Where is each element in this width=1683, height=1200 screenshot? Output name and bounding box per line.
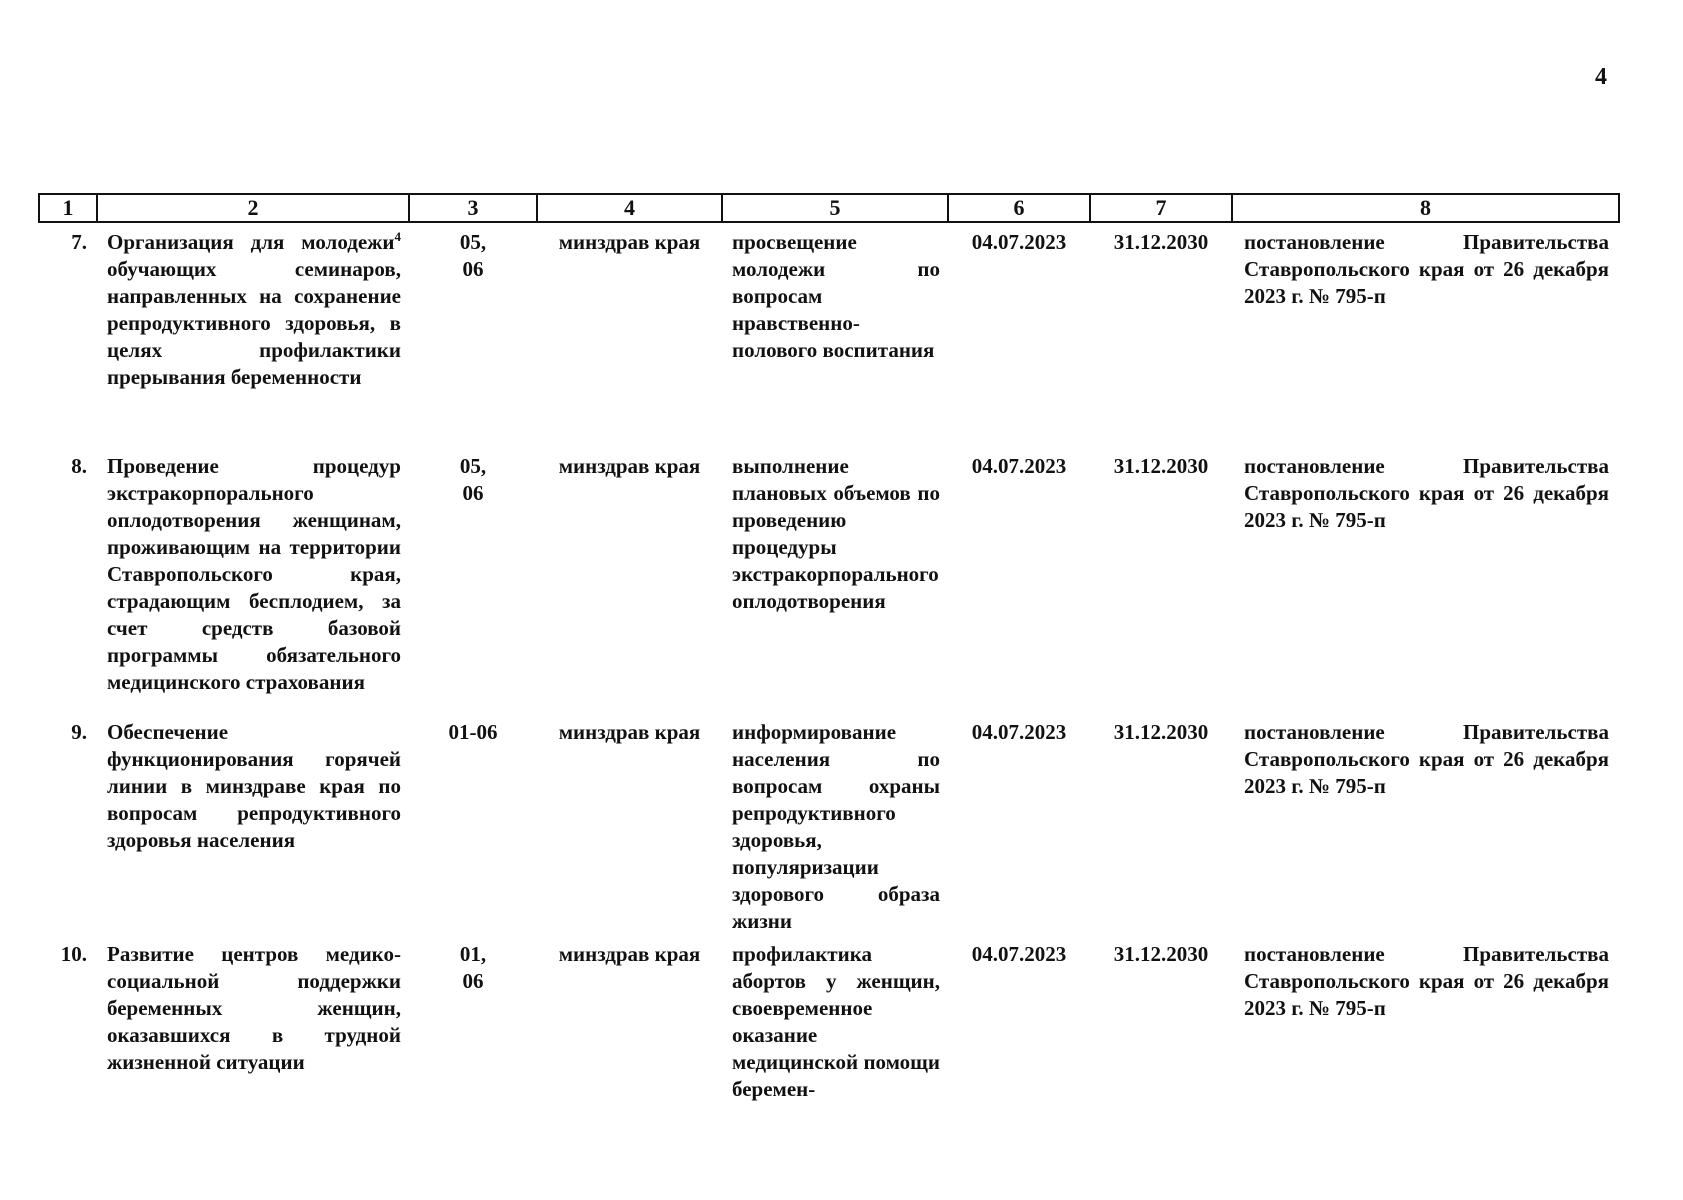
column-header: 2 [97, 194, 409, 222]
start-date: 04.07.2023 [971, 720, 1067, 744]
task-codes: 01-06 [448, 720, 498, 744]
page-number: 4 [1595, 64, 1607, 90]
row-number: 10. [60, 942, 87, 966]
activity-name-continued: обучающих семинаров, направленных на сохранение репродуктивного здоровья, в целях профилактики прерывания беременности [107, 257, 401, 389]
task-codes: 05, 06 [459, 230, 487, 281]
activity-name [97, 222, 409, 447]
column-header: 7 [1090, 194, 1232, 222]
executor: минздрав края [558, 454, 701, 478]
end-date: 31.12.2030 [1113, 720, 1209, 744]
legal-document: постановление Правительства Ставропольского края от 26 декабря 2023 г. № 795-п [1244, 454, 1609, 532]
footnote-marker: 4 [394, 229, 401, 244]
row-number: 9. [71, 720, 87, 744]
end-date: 31.12.2030 [1113, 454, 1209, 478]
table-header-row [39, 194, 1619, 222]
start-date: 04.07.2023 [971, 942, 1067, 966]
activity-name: Развитие центров медико-социальной поддержки беременных женщин, оказавшихся в трудной жизненной ситуации [107, 942, 401, 1074]
table-row [39, 222, 1619, 447]
activity-name: Обеспечение функционирования горячей линии в минздраве края по вопросам репродуктивного здоровья населения [107, 720, 401, 852]
start-date: 04.07.2023 [971, 454, 1067, 478]
table-row [39, 713, 1619, 935]
column-header: 6 [948, 194, 1090, 222]
expected-result: информирование населения по вопросам охраны репродуктивного здоровья, популяризации здорового образа жизни [732, 720, 940, 933]
executor: минздрав края [558, 720, 701, 744]
column-header: 3 [409, 194, 537, 222]
task-codes: 01, 06 [459, 942, 487, 993]
start-date: 04.07.2023 [971, 230, 1067, 254]
column-header: 5 [722, 194, 948, 222]
activity-name-text: Организация для молодежи [107, 230, 395, 254]
end-date: 31.12.2030 [1113, 942, 1209, 966]
column-header: 8 [1232, 194, 1619, 222]
task-codes: 05, 06 [459, 454, 487, 505]
row-number: 7. [71, 230, 87, 254]
expected-result: профилактика абортов у женщин, своевременное оказание медицинской помощи беремен- [732, 942, 940, 1101]
executor: минздрав края [558, 230, 701, 254]
legal-document: постановление Правительства Ставропольского края от 26 декабря 2023 г. № 795-п [1244, 942, 1609, 1020]
row-number: 8. [71, 454, 87, 478]
column-header: 4 [537, 194, 722, 222]
activities-table [38, 193, 1620, 1103]
end-date: 31.12.2030 [1113, 230, 1209, 254]
legal-document: постановление Правительства Ставропольского края от 26 декабря 2023 г. № 795-п [1244, 230, 1609, 308]
table-row [39, 935, 1619, 1103]
executor: минздрав края [558, 942, 701, 966]
column-header: 1 [39, 194, 97, 222]
legal-document: постановление Правительства Ставропольского края от 26 декабря 2023 г. № 795-п [1244, 720, 1609, 798]
activity-name: Проведение процедур экстракорпорального оплодотворения женщинам, проживающим на территории Ставропольского края, страдающим бесплодием, за счет средств базовой программы обязательного медицинского страхования [107, 454, 401, 694]
table-row [39, 447, 1619, 713]
expected-result: выполнение плановых объемов по проведению процедуры экстракорпорального оплодотворения [732, 454, 940, 613]
expected-result: просвещение молодежи по вопросам нравственно-полового воспитания [732, 230, 940, 362]
